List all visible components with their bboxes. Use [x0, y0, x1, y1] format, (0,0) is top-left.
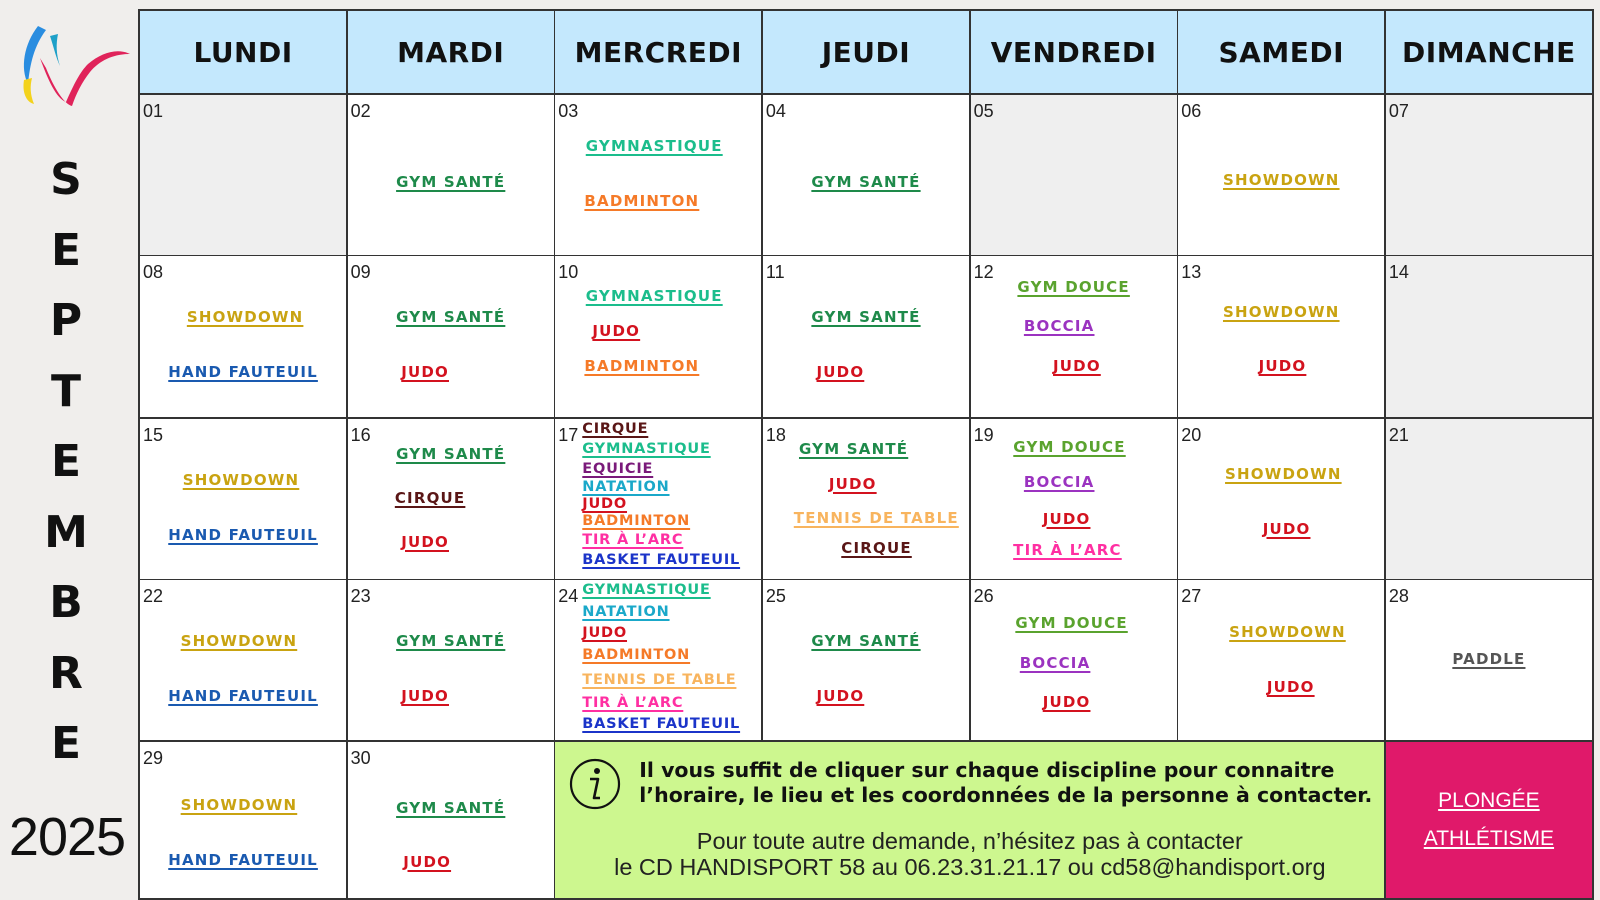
activity-link-judo[interactable]: JUDO: [828, 474, 877, 493]
day-cell-28: [1386, 580, 1592, 740]
activity-link-basket-fauteuil[interactable]: BASKET FAUTEUIL: [582, 551, 741, 568]
day-number: 17: [558, 424, 579, 445]
activity-link-judo[interactable]: JUDO: [1042, 693, 1091, 711]
activity-link-natation[interactable]: NATATION: [582, 604, 670, 620]
activity-link-tir-l-arc[interactable]: TIR À L’ARC: [1013, 540, 1122, 559]
day-cell-11: [763, 256, 969, 417]
day-number: 21: [1388, 424, 1409, 445]
day-cell-07: [1386, 95, 1592, 255]
day-number: 20: [1181, 424, 1202, 445]
month-letter: R: [49, 647, 83, 699]
activity-link-judo[interactable]: JUDO: [582, 625, 628, 641]
activity-link-showdown[interactable]: SHOWDOWN: [1229, 623, 1346, 641]
extra-link-athletisme[interactable]: ATHLÉTISME: [1423, 826, 1555, 850]
activity-link-gym-douce[interactable]: GYM DOUCE: [1017, 278, 1130, 296]
activity-link-judo[interactable]: JUDO: [1258, 357, 1307, 375]
activity-link-gym-sant-[interactable]: GYM SANTÉ: [396, 444, 506, 463]
day-cell-25: [763, 580, 969, 740]
day-number: 15: [143, 424, 164, 445]
activity-link-hand-fauteuil[interactable]: HAND FAUTEUIL: [168, 363, 318, 381]
activity-link-boccia[interactable]: BOCCIA: [1019, 654, 1091, 672]
activity-link-gym-sant-[interactable]: GYM SANTÉ: [798, 439, 909, 458]
day-number: 24: [558, 586, 579, 606]
extra-link-plongee[interactable]: PLONGÉE: [1438, 788, 1540, 812]
activity-link-tir-l-arc[interactable]: TIR À L’ARC: [582, 695, 684, 711]
handisport-logo-icon: [16, 18, 134, 110]
weekday-header-lundi: LUNDI: [140, 11, 346, 93]
activity-link-badminton[interactable]: BADMINTON: [584, 357, 700, 375]
info-icon: [569, 758, 621, 810]
day-cell-13: [1178, 256, 1384, 417]
month-letter: M: [44, 506, 88, 558]
day-number: 01: [143, 100, 164, 121]
day-number: 06: [1181, 100, 1202, 121]
activity-link-judo[interactable]: JUDO: [1053, 357, 1101, 375]
activity-link-basket-fauteuil[interactable]: BASKET FAUTEUIL: [582, 716, 741, 732]
day-cell-09: [348, 256, 554, 417]
day-cell-21: [1386, 419, 1592, 579]
extra-activities-panel: [1386, 742, 1592, 899]
month-letter: E: [50, 436, 82, 487]
day-number: 08: [143, 262, 164, 282]
activity-link-judo[interactable]: JUDO: [582, 495, 628, 512]
activity-link-natation[interactable]: NATATION: [582, 478, 670, 495]
contact-line: le CD HANDISPORT 58 au 06.23.31.21.17 ou cd58@handisport.org: [614, 853, 1326, 880]
activity-link-cirque[interactable]: CIRQUE: [394, 488, 466, 507]
month-letter: P: [49, 295, 83, 346]
day-cell-20: [1178, 419, 1384, 579]
day-cell-02: [348, 95, 554, 255]
month-letter: T: [50, 365, 81, 417]
contact-line: Pour toute autre demande, n’hésitez pas à contacter: [696, 827, 1243, 854]
day-cell-08: [140, 256, 346, 417]
day-cell-18: [763, 419, 969, 579]
activity-link-judo[interactable]: JUDO: [401, 687, 449, 705]
day-number: 03: [558, 100, 579, 121]
activity-link-tir-l-arc[interactable]: TIR À L’ARC: [582, 531, 684, 548]
day-cell-15: [140, 419, 346, 579]
activity-link-judo[interactable]: JUDO: [1262, 519, 1311, 538]
month-letter: E: [50, 224, 82, 276]
day-number: 30: [350, 747, 371, 768]
weekday-header-samedi: SAMEDI: [1178, 11, 1384, 93]
day-cell-23: [348, 580, 554, 740]
day-cell-29: [140, 742, 346, 899]
month-letter: E: [50, 718, 82, 769]
day-number: 11: [765, 262, 785, 282]
activity-link-judo[interactable]: JUDO: [592, 322, 641, 340]
day-number: 14: [1388, 262, 1409, 282]
day-number: 22: [143, 586, 164, 606]
day-number: 26: [973, 586, 994, 606]
day-cell-27: [1178, 580, 1384, 740]
activity-link-showdown[interactable]: SHOWDOWN: [1222, 303, 1340, 321]
day-number: 18: [765, 424, 786, 445]
day-cell-30: [348, 742, 554, 899]
activity-link-gymnastique[interactable]: GYMNASTIQUE: [585, 287, 723, 305]
activity-link-judo[interactable]: JUDO: [816, 687, 865, 705]
day-number: 07: [1388, 100, 1409, 121]
activity-link-gym-sant-[interactable]: GYM SANTÉ: [811, 632, 921, 650]
activity-link-gym-sant-[interactable]: GYM SANTÉ: [396, 632, 506, 650]
weekday-header-mercredi: MERCREDI: [555, 11, 761, 93]
activity-link-gym-douce[interactable]: GYM DOUCE: [1015, 614, 1128, 632]
activity-link-showdown[interactable]: SHOWDOWN: [1225, 464, 1342, 483]
day-number: 13: [1181, 262, 1202, 282]
activity-link-hand-fauteuil[interactable]: HAND FAUTEUIL: [168, 687, 318, 705]
activity-link-showdown[interactable]: SHOWDOWN: [186, 308, 304, 326]
activity-link-judo[interactable]: JUDO: [401, 363, 449, 381]
activity-link-gym-sant-[interactable]: GYM SANTÉ: [396, 172, 506, 191]
activity-link-judo[interactable]: JUDO: [403, 852, 452, 871]
day-number: 05: [973, 100, 994, 121]
day-cell-05: [971, 95, 1177, 255]
weekday-header-mardi: MARDI: [348, 11, 554, 93]
info-bold-line: Il vous suffit de cliquer sur chaque discipline pour connaitre: [639, 757, 1335, 782]
month-vertical-title: [30, 145, 102, 780]
day-cell-26: [971, 580, 1177, 740]
activity-link-judo[interactable]: JUDO: [1042, 509, 1091, 528]
activity-link-showdown[interactable]: SHOWDOWN: [182, 470, 300, 489]
calendar-grid: [138, 9, 1594, 900]
activity-link-equicie[interactable]: EQUICIE: [582, 460, 654, 477]
activity-link-gymnastique[interactable]: GYMNASTIQUE: [582, 582, 711, 598]
activity-link-showdown[interactable]: SHOWDOWN: [1222, 170, 1340, 189]
activity-link-cirque[interactable]: CIRQUE: [841, 538, 912, 557]
activity-link-judo[interactable]: JUDO: [401, 532, 449, 551]
activity-link-judo[interactable]: JUDO: [1266, 678, 1315, 696]
day-number: 23: [350, 586, 371, 606]
day-cell-03: [555, 95, 761, 255]
day-cell-24: [555, 580, 761, 740]
activity-link-tennis-de-table[interactable]: TENNIS DE TABLE: [793, 508, 959, 527]
activity-link-hand-fauteuil[interactable]: HAND FAUTEUIL: [168, 850, 318, 869]
day-cell-16: [348, 419, 554, 579]
day-number: 02: [350, 100, 371, 121]
activity-link-hand-fauteuil[interactable]: HAND FAUTEUIL: [168, 525, 318, 544]
activity-link-gym-douce[interactable]: GYM DOUCE: [1013, 437, 1126, 456]
day-number: 28: [1388, 586, 1409, 606]
day-cell-06: [1178, 95, 1384, 255]
activity-link-gymnastique[interactable]: GYMNASTIQUE: [582, 440, 711, 457]
info-instruction: [639, 758, 1372, 808]
activity-link-gym-sant-[interactable]: GYM SANTÉ: [396, 308, 506, 326]
day-number: 16: [350, 424, 371, 445]
activity-link-gym-sant-[interactable]: GYM SANTÉ: [396, 798, 506, 817]
activity-link-boccia[interactable]: BOCCIA: [1023, 472, 1095, 491]
activity-link-showdown[interactable]: SHOWDOWN: [180, 632, 298, 650]
day-number: 19: [973, 424, 994, 445]
activity-link-boccia[interactable]: BOCCIA: [1023, 317, 1095, 335]
day-cell-22: [140, 580, 346, 740]
activity-link-showdown[interactable]: SHOWDOWN: [180, 795, 298, 814]
day-number: 09: [350, 262, 371, 282]
weekday-header-vendredi: VENDREDI: [971, 11, 1177, 93]
day-cell-12: [971, 256, 1177, 417]
month-letter: B: [49, 577, 83, 628]
day-cell-04: [763, 95, 969, 255]
info-panel: [555, 742, 1384, 899]
activity-link-cirque[interactable]: CIRQUE: [582, 420, 649, 437]
activity-link-badminton[interactable]: BADMINTON: [584, 191, 700, 210]
day-number: 10: [558, 262, 579, 282]
activity-link-judo[interactable]: JUDO: [816, 363, 865, 381]
year-label: 2025: [8, 807, 126, 867]
info-bold-line: l’horaire, le lieu et les coordonnées de la personne à contacter.: [639, 782, 1373, 807]
activity-link-badminton[interactable]: BADMINTON: [582, 512, 691, 529]
activity-link-gym-sant-[interactable]: GYM SANTÉ: [811, 308, 921, 326]
day-number: 12: [973, 262, 994, 282]
day-cell-14: [1386, 256, 1592, 417]
activity-link-badminton[interactable]: BADMINTON: [582, 647, 691, 663]
contact-text: [555, 828, 1384, 880]
activity-link-gymnastique[interactable]: GYMNASTIQUE: [585, 136, 723, 155]
weekday-header-dimanche: DIMANCHE: [1386, 11, 1592, 93]
day-cell-10: [555, 256, 761, 417]
day-number: 25: [765, 586, 786, 606]
activity-link-gym-sant-[interactable]: GYM SANTÉ: [811, 172, 921, 191]
day-cell-01: [140, 95, 346, 255]
weekday-header-jeudi: JEUDI: [763, 11, 969, 93]
day-cell-19: [971, 419, 1177, 579]
day-number: 29: [143, 747, 164, 768]
activity-link-tennis-de-table[interactable]: TENNIS DE TABLE: [582, 672, 737, 688]
day-number: 04: [765, 100, 786, 121]
activity-link-paddle[interactable]: PADDLE: [1452, 650, 1526, 668]
day-cell-17: [555, 419, 761, 579]
day-number: 27: [1181, 586, 1202, 606]
month-letter: S: [50, 154, 82, 205]
